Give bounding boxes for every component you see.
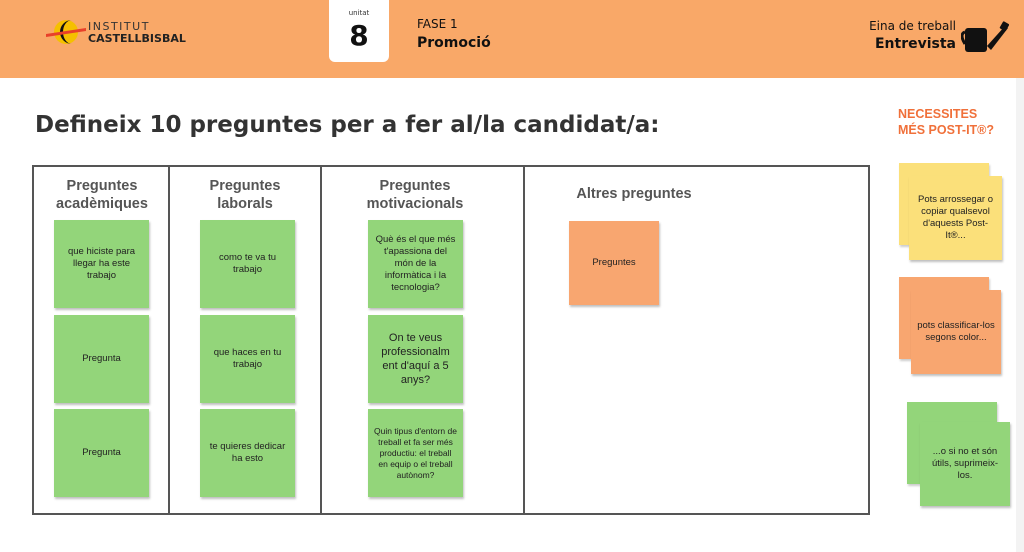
sticky-note[interactable]: Pregunta [54, 315, 149, 403]
unit-number: 8 [349, 19, 369, 52]
need-more-line2: MÉS POST-IT®? [898, 123, 995, 137]
heading-line: laborals [217, 196, 273, 212]
column-heading-motivational [340, 177, 490, 213]
column-divider [320, 167, 322, 513]
heading-line: Preguntes [379, 178, 451, 194]
phase-name: Promoció [417, 35, 491, 51]
heading-line: Preguntes [66, 178, 138, 194]
sticky-note[interactable]: Preguntes [569, 221, 659, 305]
unit-badge [329, 0, 389, 62]
page-title: Defineix 10 preguntes per a fer al/la candidat/a: [35, 112, 660, 138]
column-divider [523, 167, 525, 513]
sticky-note[interactable]: On te veus professionalm ent d'aquí a 5 anys? [368, 315, 463, 403]
unit-label: unitat [348, 9, 370, 17]
logo-text-institut: INSTITUT [88, 20, 150, 33]
logo-text-castellbisbal: CASTELLBISBAL [88, 32, 186, 45]
sticky-note[interactable]: que haces en tu trabajo [200, 315, 295, 403]
sticky-note[interactable]: que hiciste para llegar ha este trabajo [54, 220, 149, 308]
sticky-note[interactable]: pots classificar-los segons color... [911, 290, 1001, 374]
phase-number: FASE 1 [417, 17, 458, 31]
sticky-note[interactable]: Pregunta [54, 409, 149, 497]
heading-line: Preguntes [209, 178, 281, 194]
institut-logo-icon [44, 14, 88, 50]
tool-info [869, 19, 956, 52]
sticky-note[interactable]: Què és el que més t'apassiona del món de la informàtica i la tecnologia? [368, 220, 463, 308]
column-heading-work [180, 177, 310, 213]
need-more-line1: NECESSITES [898, 107, 978, 121]
heading-line: motivacionals [366, 196, 464, 212]
heading-line: Altres preguntes [576, 186, 692, 202]
sticky-note[interactable]: como te va tu trabajo [200, 220, 295, 308]
tool-label: Eina de treball [869, 19, 956, 33]
sticky-note[interactable]: Quin tipus d'entorn de treball et fa ser més productiu: el treball en equip o el treball autònom? [368, 409, 463, 497]
need-more-postits-label [898, 106, 994, 138]
column-divider [168, 167, 170, 513]
tool-name: Entrevista [874, 36, 956, 52]
institut-logo [44, 14, 186, 50]
sticky-note[interactable]: ...o si no et són útils, suprimeix-los. [920, 422, 1010, 506]
header-bar [0, 0, 1024, 78]
sticky-note[interactable]: te quieres dedicar ha esto [200, 409, 295, 497]
vertical-scrollbar[interactable] [1016, 78, 1024, 552]
sticky-note[interactable]: Pots arrossegar o copiar qualsevol d'aquests Post-It®... [909, 176, 1002, 260]
column-heading-academic [40, 177, 164, 213]
phase-info [417, 17, 491, 51]
watering-can-icon [961, 20, 1009, 54]
heading-line: acadèmiques [56, 196, 148, 212]
column-heading-other [554, 185, 714, 203]
